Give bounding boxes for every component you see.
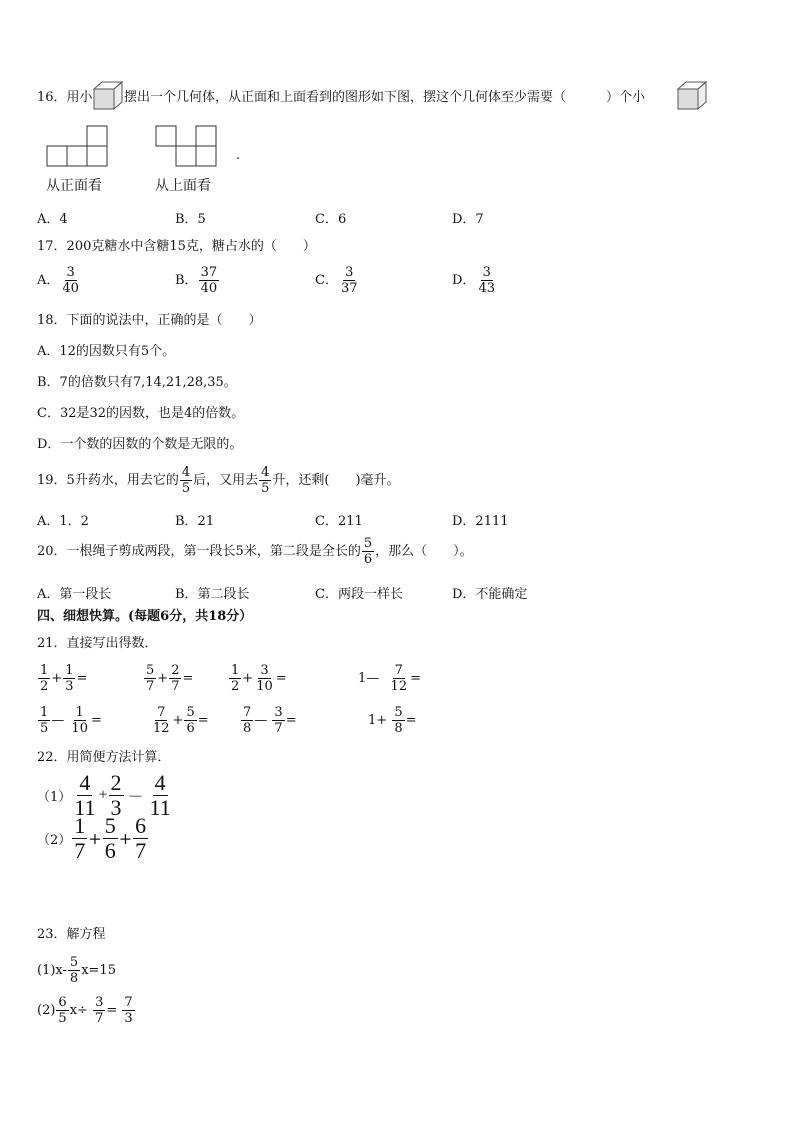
q20-part2: ，那么（ ）。 xyxy=(375,544,473,559)
q18-option-b[interactable]: B．7的倍数只有7,14,21,28,35。 xyxy=(37,375,237,390)
q17-option-a[interactable] xyxy=(37,266,82,295)
q20-stem xyxy=(37,537,473,567)
q20-part1: 20．一根绳子剪成两段，第一段长5米，第二段是全长的 xyxy=(37,544,361,559)
q19-part1: 19．5升药水，用去它的 xyxy=(37,473,179,488)
q23-part-1: (1)x- $\frac{5}{8}$ x=15 xyxy=(37,955,116,986)
q22-stem: 22．用简便方法计算． xyxy=(37,750,171,765)
q21-item-6: $\frac{7}{12}$ + $\frac{5}{6}$ = xyxy=(153,705,209,736)
q16-pre: 16．用小 xyxy=(37,90,93,105)
q18-stem: 18．下面的说法中，正确的是（ ） xyxy=(37,313,262,328)
q20-option-b[interactable]: B．第二段长 xyxy=(175,587,250,602)
cube-icon xyxy=(92,80,124,110)
q21-item-2: $\frac{5}{7}$ + $\frac{2}{7}$ = xyxy=(146,663,194,694)
q21-item-4: 1— $\frac{7}{12}$ = xyxy=(358,663,421,694)
q16-option-c[interactable]: C．6 xyxy=(315,212,347,227)
q16-period: . xyxy=(236,148,241,163)
q21-item-1: $\frac{1}{2}$ + $\frac{1}{3}$ = xyxy=(40,663,88,694)
q17-d-letter: D． xyxy=(452,273,476,288)
q21-stem: 21．直接写出得数． xyxy=(37,636,158,651)
q17-option-b[interactable] xyxy=(175,266,220,295)
q20-option-c[interactable]: C．两段一样长 xyxy=(315,587,403,602)
cube-icon xyxy=(676,80,708,110)
q21-item-8: 1+ $\frac{5}{8}$ = xyxy=(368,705,417,736)
q23-part-2: (2) $\frac{6}{5}$ x÷ $\frac{3}{7}$ = $\frac{7}{3}$ xyxy=(37,995,133,1026)
q17-d-fraction: $\frac{3}{43}$ xyxy=(478,265,495,296)
q19-fraction-1: $\frac{4}{5}$ xyxy=(181,465,191,496)
q19-option-c[interactable]: C．211 xyxy=(315,514,363,529)
q18-option-d[interactable]: D．一个数的因数的个数是无限的。 xyxy=(37,437,243,452)
q21-item-3: $\frac{1}{2}$ + $\frac{3}{10}$ = xyxy=(231,663,287,694)
q16-mid xyxy=(124,90,645,106)
q16-blank-end: ）个小 xyxy=(606,90,646,105)
top-view-label: 从上面看 xyxy=(155,178,211,194)
q20-fraction: $\frac{5}{6}$ xyxy=(363,536,373,567)
q22-part-1: （1） $\frac{4}{11}$ + $\frac{2}{3}$ － $\frac{4}{11}$ xyxy=(37,770,171,820)
q16-mid-text: 摆出一个几何体，从正面和上面看到的图形如下图，摆这个几何体至少需要（ xyxy=(124,90,567,105)
q19-fraction-2: $\frac{4}{5}$ xyxy=(261,465,270,496)
q19-part2: 后，又用去 xyxy=(193,473,259,488)
q21-item-5: $\frac{1}{5}$ — $\frac{1}{10}$ = xyxy=(40,705,102,736)
front-view-figure xyxy=(46,125,110,167)
section-heading: 四、细想快算。(每题6分，共18分） xyxy=(37,609,253,624)
q16-option-a[interactable]: A．4 xyxy=(37,212,68,227)
q17-b-fraction: $\frac{37}{40}$ xyxy=(200,265,218,296)
q17-a-letter: A． xyxy=(37,273,60,288)
q18-option-c[interactable]: C．32是32的因数，也是4的倍数。 xyxy=(37,406,245,421)
q23-stem: 23．解方程 xyxy=(37,927,106,942)
q16-option-d[interactable]: D．7 xyxy=(452,212,484,227)
q19-part3: 升，还剩( )毫升。 xyxy=(272,473,400,488)
q18-option-a[interactable]: A．12的因数只有5个。 xyxy=(37,344,176,359)
q17-a-fraction: $\frac{3}{40}$ xyxy=(62,265,79,296)
q17-option-c[interactable] xyxy=(315,266,361,295)
front-view-label: 从正面看 xyxy=(46,178,102,194)
top-view-figure xyxy=(155,125,219,167)
q19-stem xyxy=(37,466,400,496)
q20-option-d[interactable]: D．不能确定 xyxy=(452,587,528,602)
q22-part-2: （2） $\frac{1}{7}$ + $\frac{5}{6}$ + $\frac{6}{7}$ xyxy=(37,813,147,863)
q19-option-d[interactable]: D．2111 xyxy=(452,514,509,529)
q19-option-b[interactable]: B．21 xyxy=(175,514,215,529)
q17-c-letter: C． xyxy=(315,273,338,288)
q17-option-d[interactable] xyxy=(452,266,498,295)
q17-c-fraction: $\frac{3}{37}$ xyxy=(340,265,358,296)
q16-stem xyxy=(37,90,93,106)
q17-b-letter: B． xyxy=(175,273,198,288)
q20-option-a[interactable]: A．第一段长 xyxy=(37,587,112,602)
q21-item-7: $\frac{7}{8}$ — $\frac{3}{7}$ = xyxy=(243,705,297,736)
q17-stem: 17．200克糖水中含糖15克，糖占水的（ ） xyxy=(37,239,316,254)
q16-option-b[interactable]: B．5 xyxy=(175,212,206,227)
q19-option-a[interactable]: A．1．2 xyxy=(37,514,89,529)
